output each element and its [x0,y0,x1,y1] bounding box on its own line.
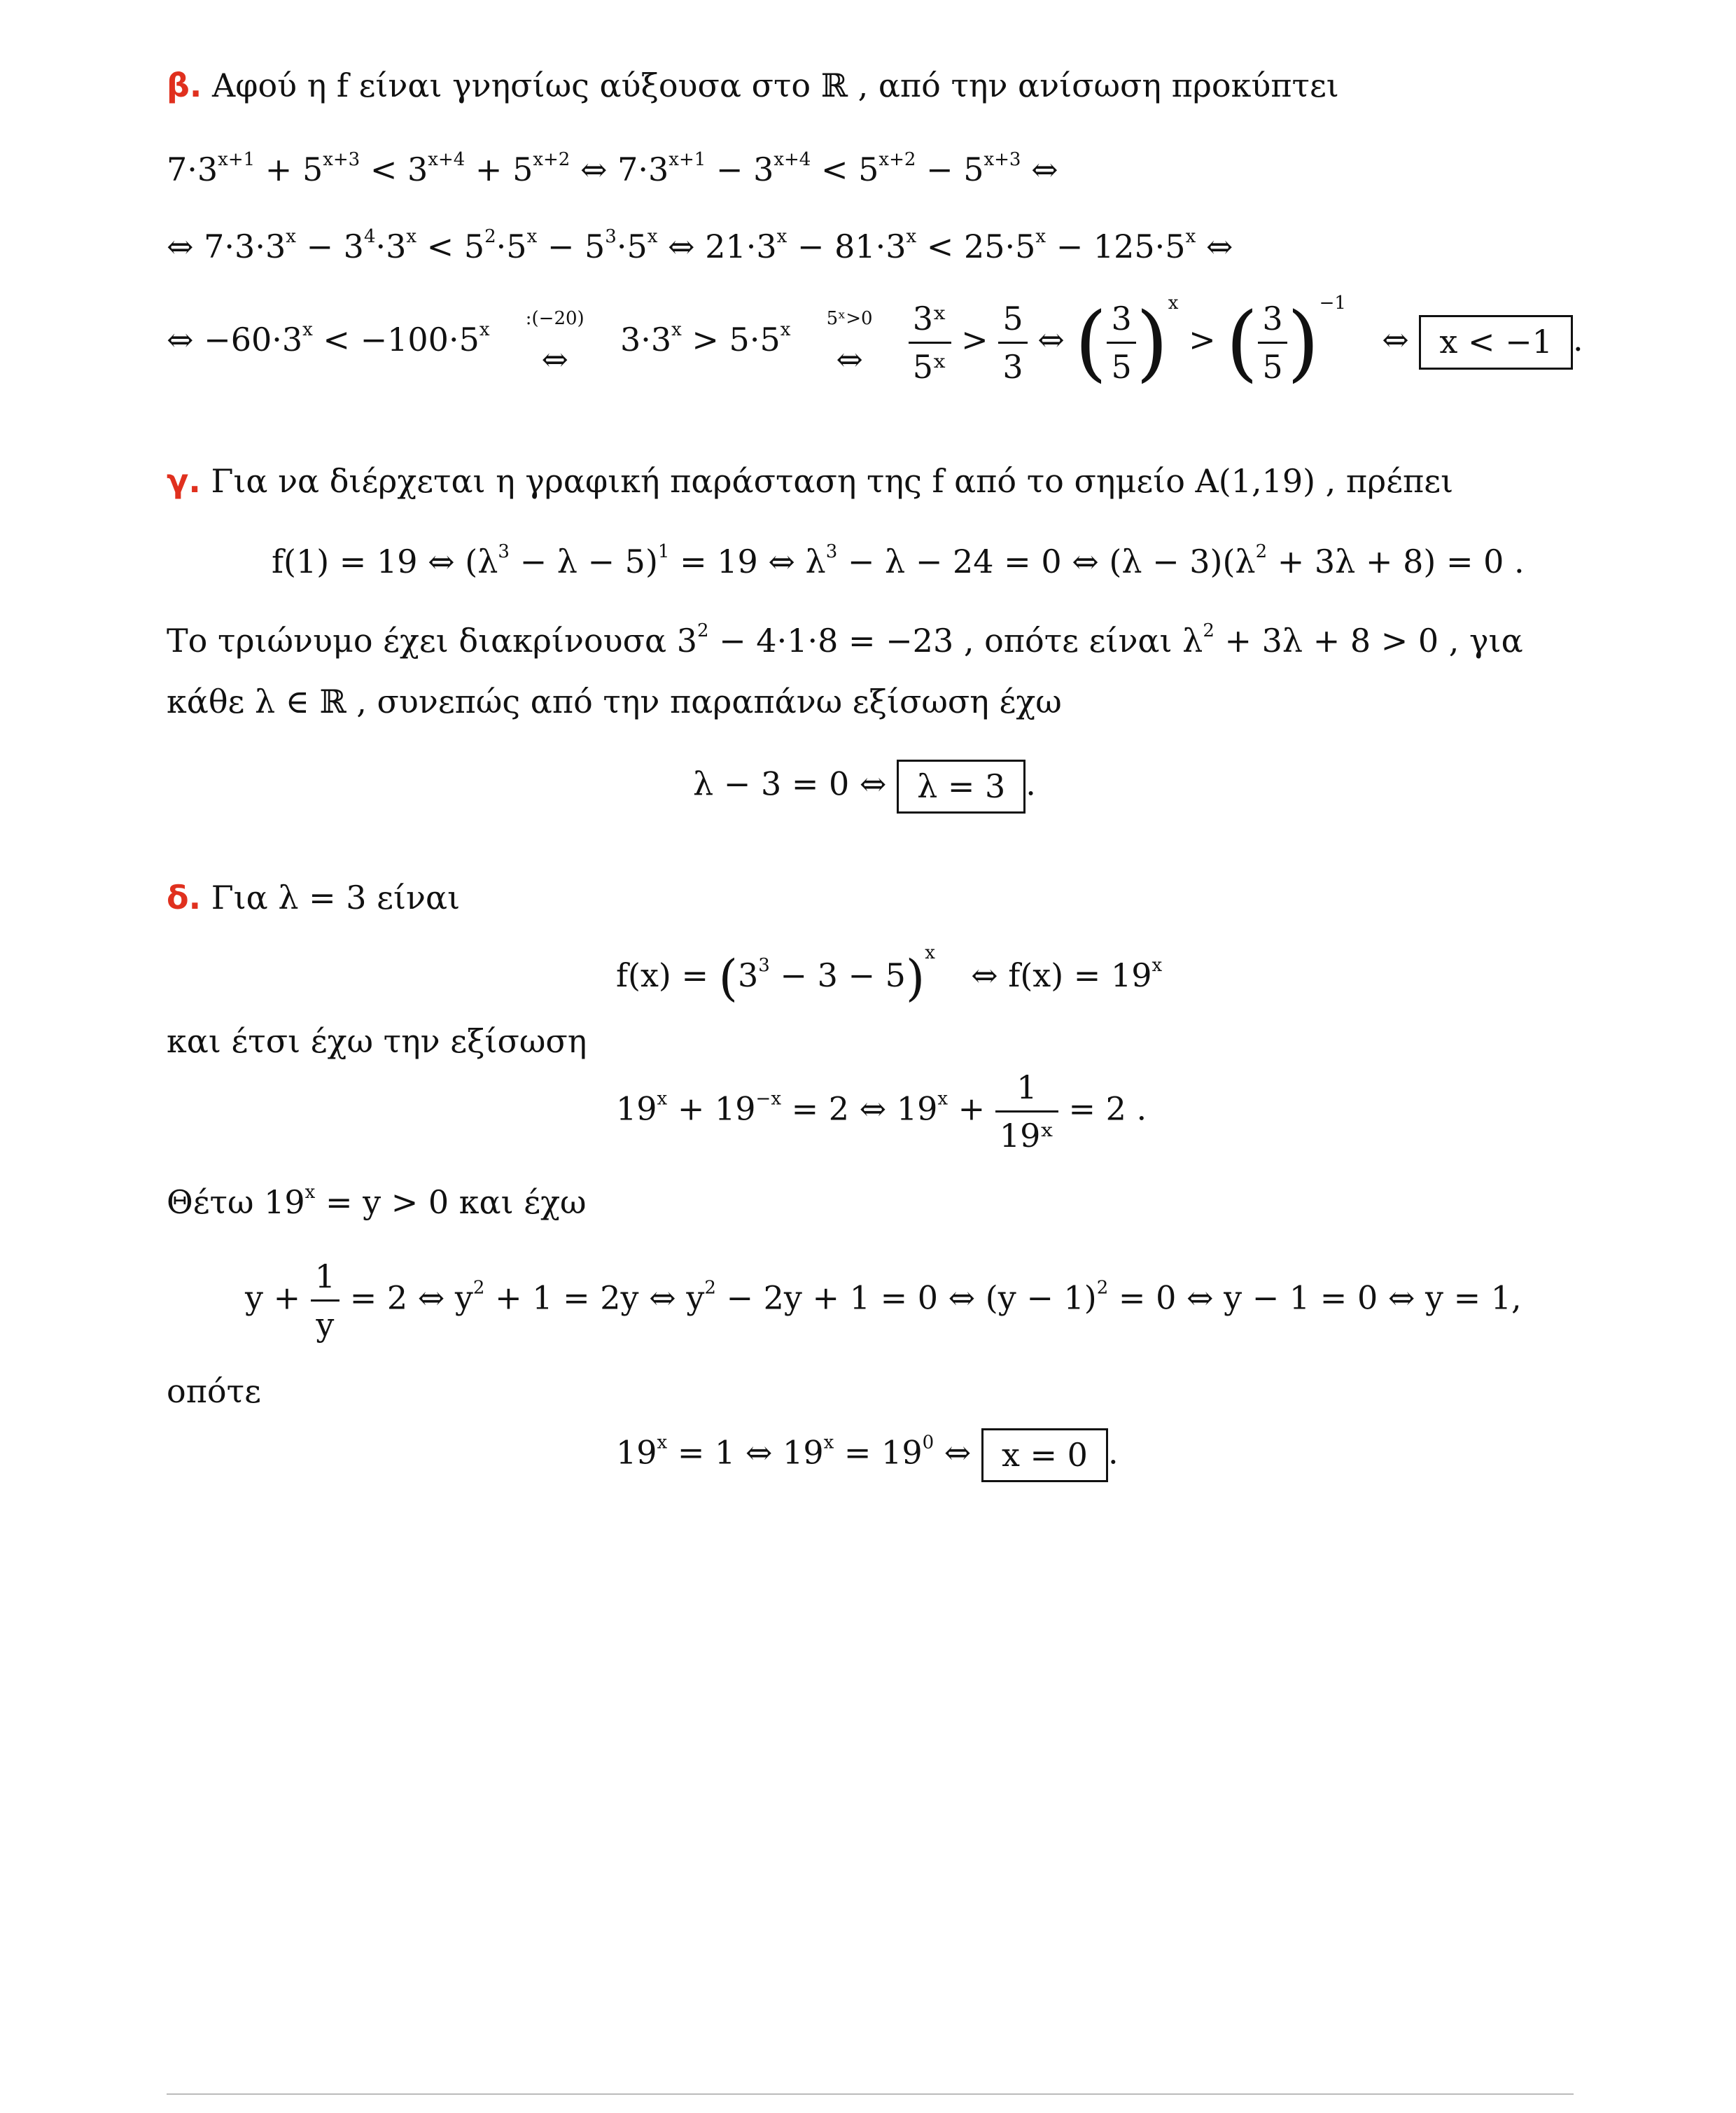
gamma-text-line-1: Το τριώνυμο έχει διακρίνουσα $3^2 - 4\cdot 1\cdot 8 = -23$ , οπότε είναι $\lambda^2 + 3\lambda + 8 > 0$ , για [167,620,1523,660]
delta-text-line-3: οπότε [167,1372,261,1410]
delta-text-line-1: και έτσι έχω την εξίσωση [167,1022,587,1060]
section-gamma-intro [167,462,1453,501]
beta-equation-line-2: ⇔ $7\cdot 3\cdot 3^x - 3^4\cdot 3^x < 5^2\cdot 5^x - 5^3\cdot 5^x$ ⇔ $21\cdot 3^x - 81\cdot 3^x < 25\cdot 5^x - 125\cdot 5^x$ ⇔ [167,226,1233,265]
beta-intro-text: Αφού η f είναι γνησίως αύξουσα στο ℝ , από την ανίσωση προκύπτει [212,67,1339,104]
fraction-1-over-y: $\frac{1}{y}$ [311,1260,340,1341]
section-label-delta: δ. [167,879,202,916]
paren-fraction-3-5-power-x: ( $\frac{3}{5}$ ) [1074,294,1168,391]
arrow-positive-condition: 5ˣ>0 ⇔ [826,308,873,378]
fraction-3x-over-5x: $\frac{\text{3ˣ}}{\text{5ˣ}}$ [909,302,951,383]
delta-equation-4: $19^x = 1$ ⇔ $19^x = 19^0$ ⇔ x = 0 . [616,1428,1119,1482]
answer-box-delta: x = 0 [981,1428,1108,1482]
gamma-equation: f(1) = 19 ⇔ $(\lambda^3 - \lambda - 5)^1 = 19$ ⇔ $\lambda^3 - \lambda - 24 = 0$ ⇔ $(\lambda - 3)(\lambda^2 + 3\lambda + 8) = 0$ . [272,541,1525,580]
answer-box-beta: x < −1 [1419,315,1573,369]
beta-equation-line-1: $7\cdot 3^{x+1} + 5^{x+3} < 3^{x+4} + 5^{x+2}$ ⇔ $7\cdot 3^{x+1} - 3^{x+4} < 5^{x+2} - 5^{x+3}$ ⇔ [167,149,1058,188]
delta-fx-equation: $f(x) = (3^3 - 3 - 5)^x$ ⇔ $f(x) = 19^x$ [616,942,1163,1007]
delta-equation-3: y + $\frac{1}{y}$ = 2 ⇔ $y^2 + 1 = 2y$ ⇔ $y^2 - 2y + 1 = 0$ ⇔ $(y - 1)^2 = 0$ ⇔ y − 1 = 0 ⇔ y = 1, [245,1257,1522,1344]
delta-intro-text: Για λ = 3 είναι [211,879,461,916]
section-label-gamma: γ. [167,462,201,500]
delta-equation-2: $19^x + 19^{-x} = 2$ ⇔ $19^x$ + $\frac{1}{\text{19ˣ}}$ = 2 . [616,1068,1147,1155]
delta-text-line-2: Θέτω $19^x = y > 0$ και έχω [167,1182,587,1221]
section-delta-intro [167,879,460,917]
fraction-1-over-19x: $\frac{1}{\text{19ˣ}}$ [995,1071,1058,1152]
gamma-intro-text: Για να διέρχεται η γραφική παράσταση της f από το σημείο Α(1,19) , πρέπει [211,462,1454,500]
fraction-5-over-3: $\frac{5}{3}$ [998,302,1027,383]
beta-equation-line-3: ⇔ $-60\cdot 3^x < -100\cdot 5^x$ :(−20) ⇔ $3\cdot 3^x > 5\cdot 5^x$ 5ˣ>0 ⇔ $\frac{\text{3ˣ}}{\text{5ˣ}}$ > $\frac{5}{3}$ ⇔ ( $\frac{3}{5}$ )$^x$ > ( $\frac{3}{5}$ )$^{-1}$ ⇔ x < −1 . [167,293,1583,391]
footer-divider [167,2093,1574,2095]
section-beta-intro [167,67,1339,105]
paren-fraction-3-5-power-minus-1: ( $\frac{3}{5}$ ) [1226,294,1320,391]
answer-box-gamma: λ = 3 [897,760,1026,814]
gamma-text-line-2: κάθε λ ∈ ℝ , συνεπώς από την παραπάνω εξίσωση έχω [167,683,1062,720]
section-label-beta: β. [167,67,202,104]
gamma-result: λ − 3 = 0 ⇔ λ = 3 . [693,760,1036,814]
arrow-divide-by-minus-20: :(−20) ⇔ [525,308,584,378]
